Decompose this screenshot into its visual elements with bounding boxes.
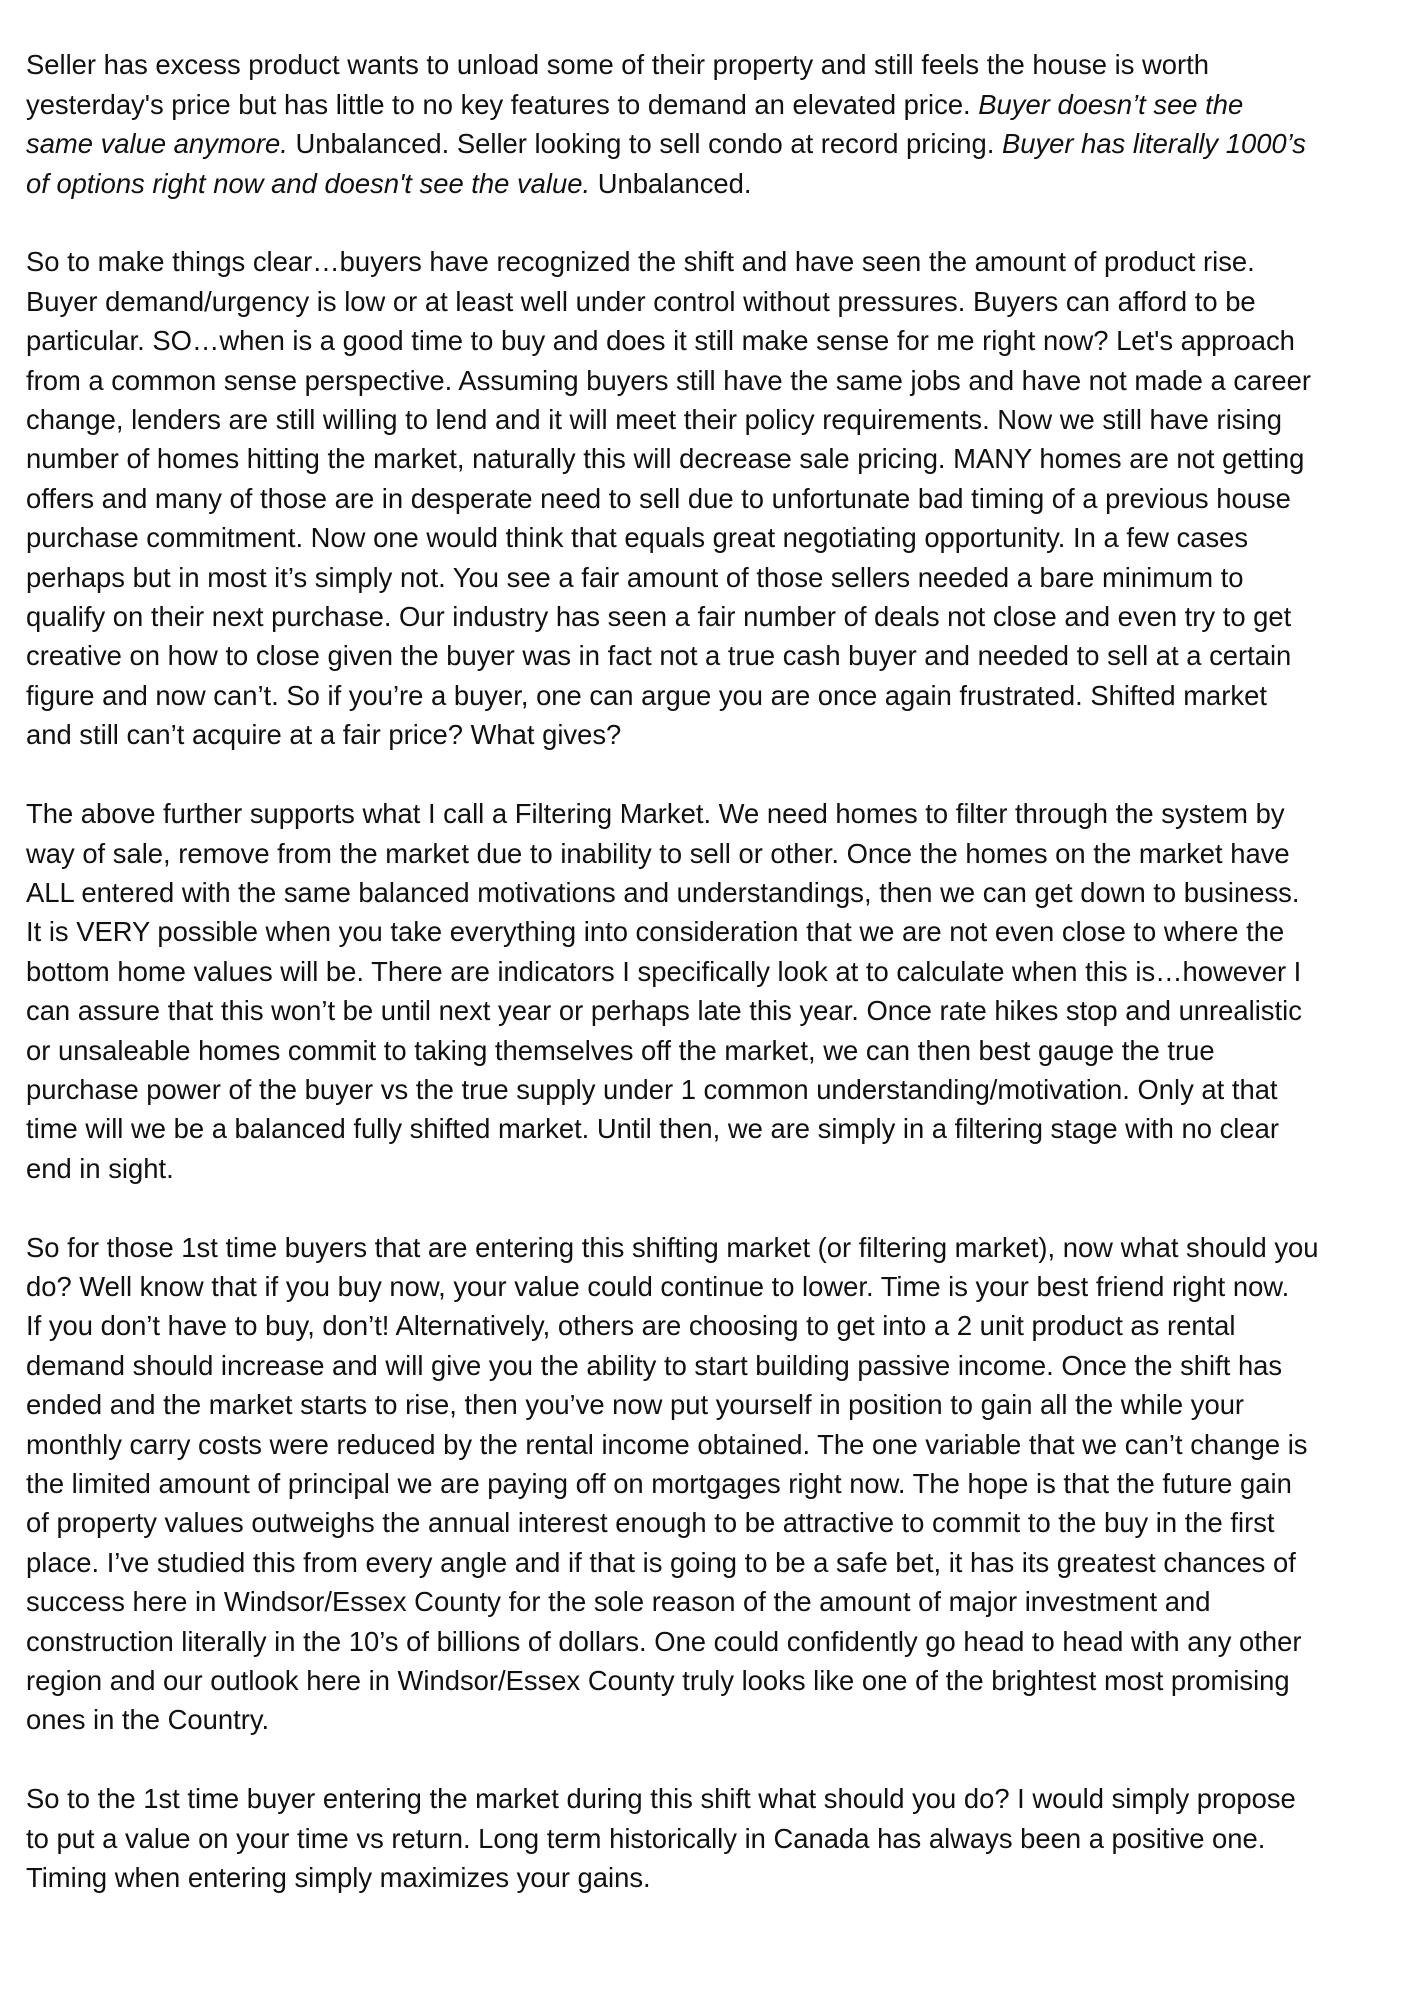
- paragraph-conclusion: [26, 1779, 1398, 1897]
- paragraph-first-time-buyers: [26, 1228, 1398, 1740]
- text-segment: The above further supports what I call a Filtering Market. We need homes to filter through the system by way of sale, remove from the market due to inability to sell or other. Once the homes on the market have ALL entered with the same balanced motivations and understandings, then we can get down to business. It is VERY possible when you take everything into consideration that we are not even close to where the bottom home values will be. There are indicators I specifically look at to calculate when this is…however I can assure that this won’t be until next year or perhaps late this year. Once rate hikes stop and unrealistic or unsaleable homes commit to taking themselves off the market, we can then best gauge the true purchase power of the buyer vs the true supply under 1 common understanding/motivation. Only at that time will we be a balanced fully shifted market. Until then, we are simply in a filtering stage with no clear end in sight.: [26, 798, 1302, 1184]
- text-segment: So to make things clear…buyers have recognized the shift and have seen the amount of product rise. Buyer demand/urgency is low or at least well under control without pressures. Buyers can afford to be particular. SO…when is a good time to buy and does it still make sense for me right now? Let's approach from a common sense perspective. Assuming buyers still have the same jobs and have not made a career change, lenders are still willing to lend and it will meet their policy requirements. Now we still have rising number of homes hitting the market, naturally this will decrease sale pricing. MANY homes are not getting offers and many of those are in desperate need to sell due to unfortunate bad timing of a previous house purchase commitment. Now one would think that equals great negotiating opportunity. In a few cases perhaps but in most it’s simply not. You see a fair amount of those sellers needed a bare minimum to qualify on their next purchase. Our industry has seen a fair number of deals not close and even try to get creative on how to close given the buyer was in fact not a true cash buyer and needed to sell at a certain figure and now can’t. So if you’re a buyer, one can argue you are once again frustrated. Shifted market and still can’t acquire at a fair price? What gives?: [26, 246, 1311, 751]
- text-segment: So to the 1st time buyer entering the market during this shift what should you do? I would simply propose to put a value on your time vs return. Long term historically in Canada has always been a positive one. Timing when entering simply maximizes your gains.: [26, 1783, 1296, 1894]
- paragraph-filtering-market: [26, 794, 1398, 1188]
- document-body: [26, 6, 1398, 1937]
- text-segment: Seller has excess product wants to unload some of their property and still feels the house is worth yesterday's price but has little to no key features to demand an elevated price.: [26, 49, 1209, 120]
- text-segment: Unbalanced. Seller looking to sell condo at record pricing.: [287, 128, 1002, 160]
- italic-text-segment: Buyer doesn’t see the same value anymore.: [26, 88, 1244, 160]
- paragraph-seller-buyer-imbalance: [26, 6, 1398, 203]
- paragraph-market-shift: [26, 242, 1398, 754]
- text-segment: So for those 1st time buyers that are entering this shifting market (or filtering market), now what should you do? Well know that if you buy now, your value could continue to lower. Time is your best friend right now. If you don’t have to buy, don’t! Alternatively, others are choosing to get into a 2 unit product as rental demand should increase and will give you the ability to start building passive income. Once the shift has ended and the market starts to rise, then you’ve now put yourself in position to gain all the while your monthly carry costs were reduced by the rental income obtained. The one variable that we can’t change is the limited amount of principal we are paying off on mortgages right now. The hope is that the future gain of property values outweighs the annual interest enough to be attractive to commit to the buy in the first place. I’ve studied this from every angle and if that is going to be a safe bet, it has its greatest chances of success here in Windsor/Essex County for the sole reason of the amount of major investment and construction literally in the 10’s of billions of dollars. One could confidently go head to head with any other region and our outlook here in Windsor/Essex County truly looks like one of the brightest most promising ones in the Country.: [26, 1231, 1319, 1736]
- italic-text-segment: Buyer has literally 1000’s of options right now and doesn't see the value.: [26, 128, 1306, 199]
- text-segment: Unbalanced.: [590, 167, 752, 199]
